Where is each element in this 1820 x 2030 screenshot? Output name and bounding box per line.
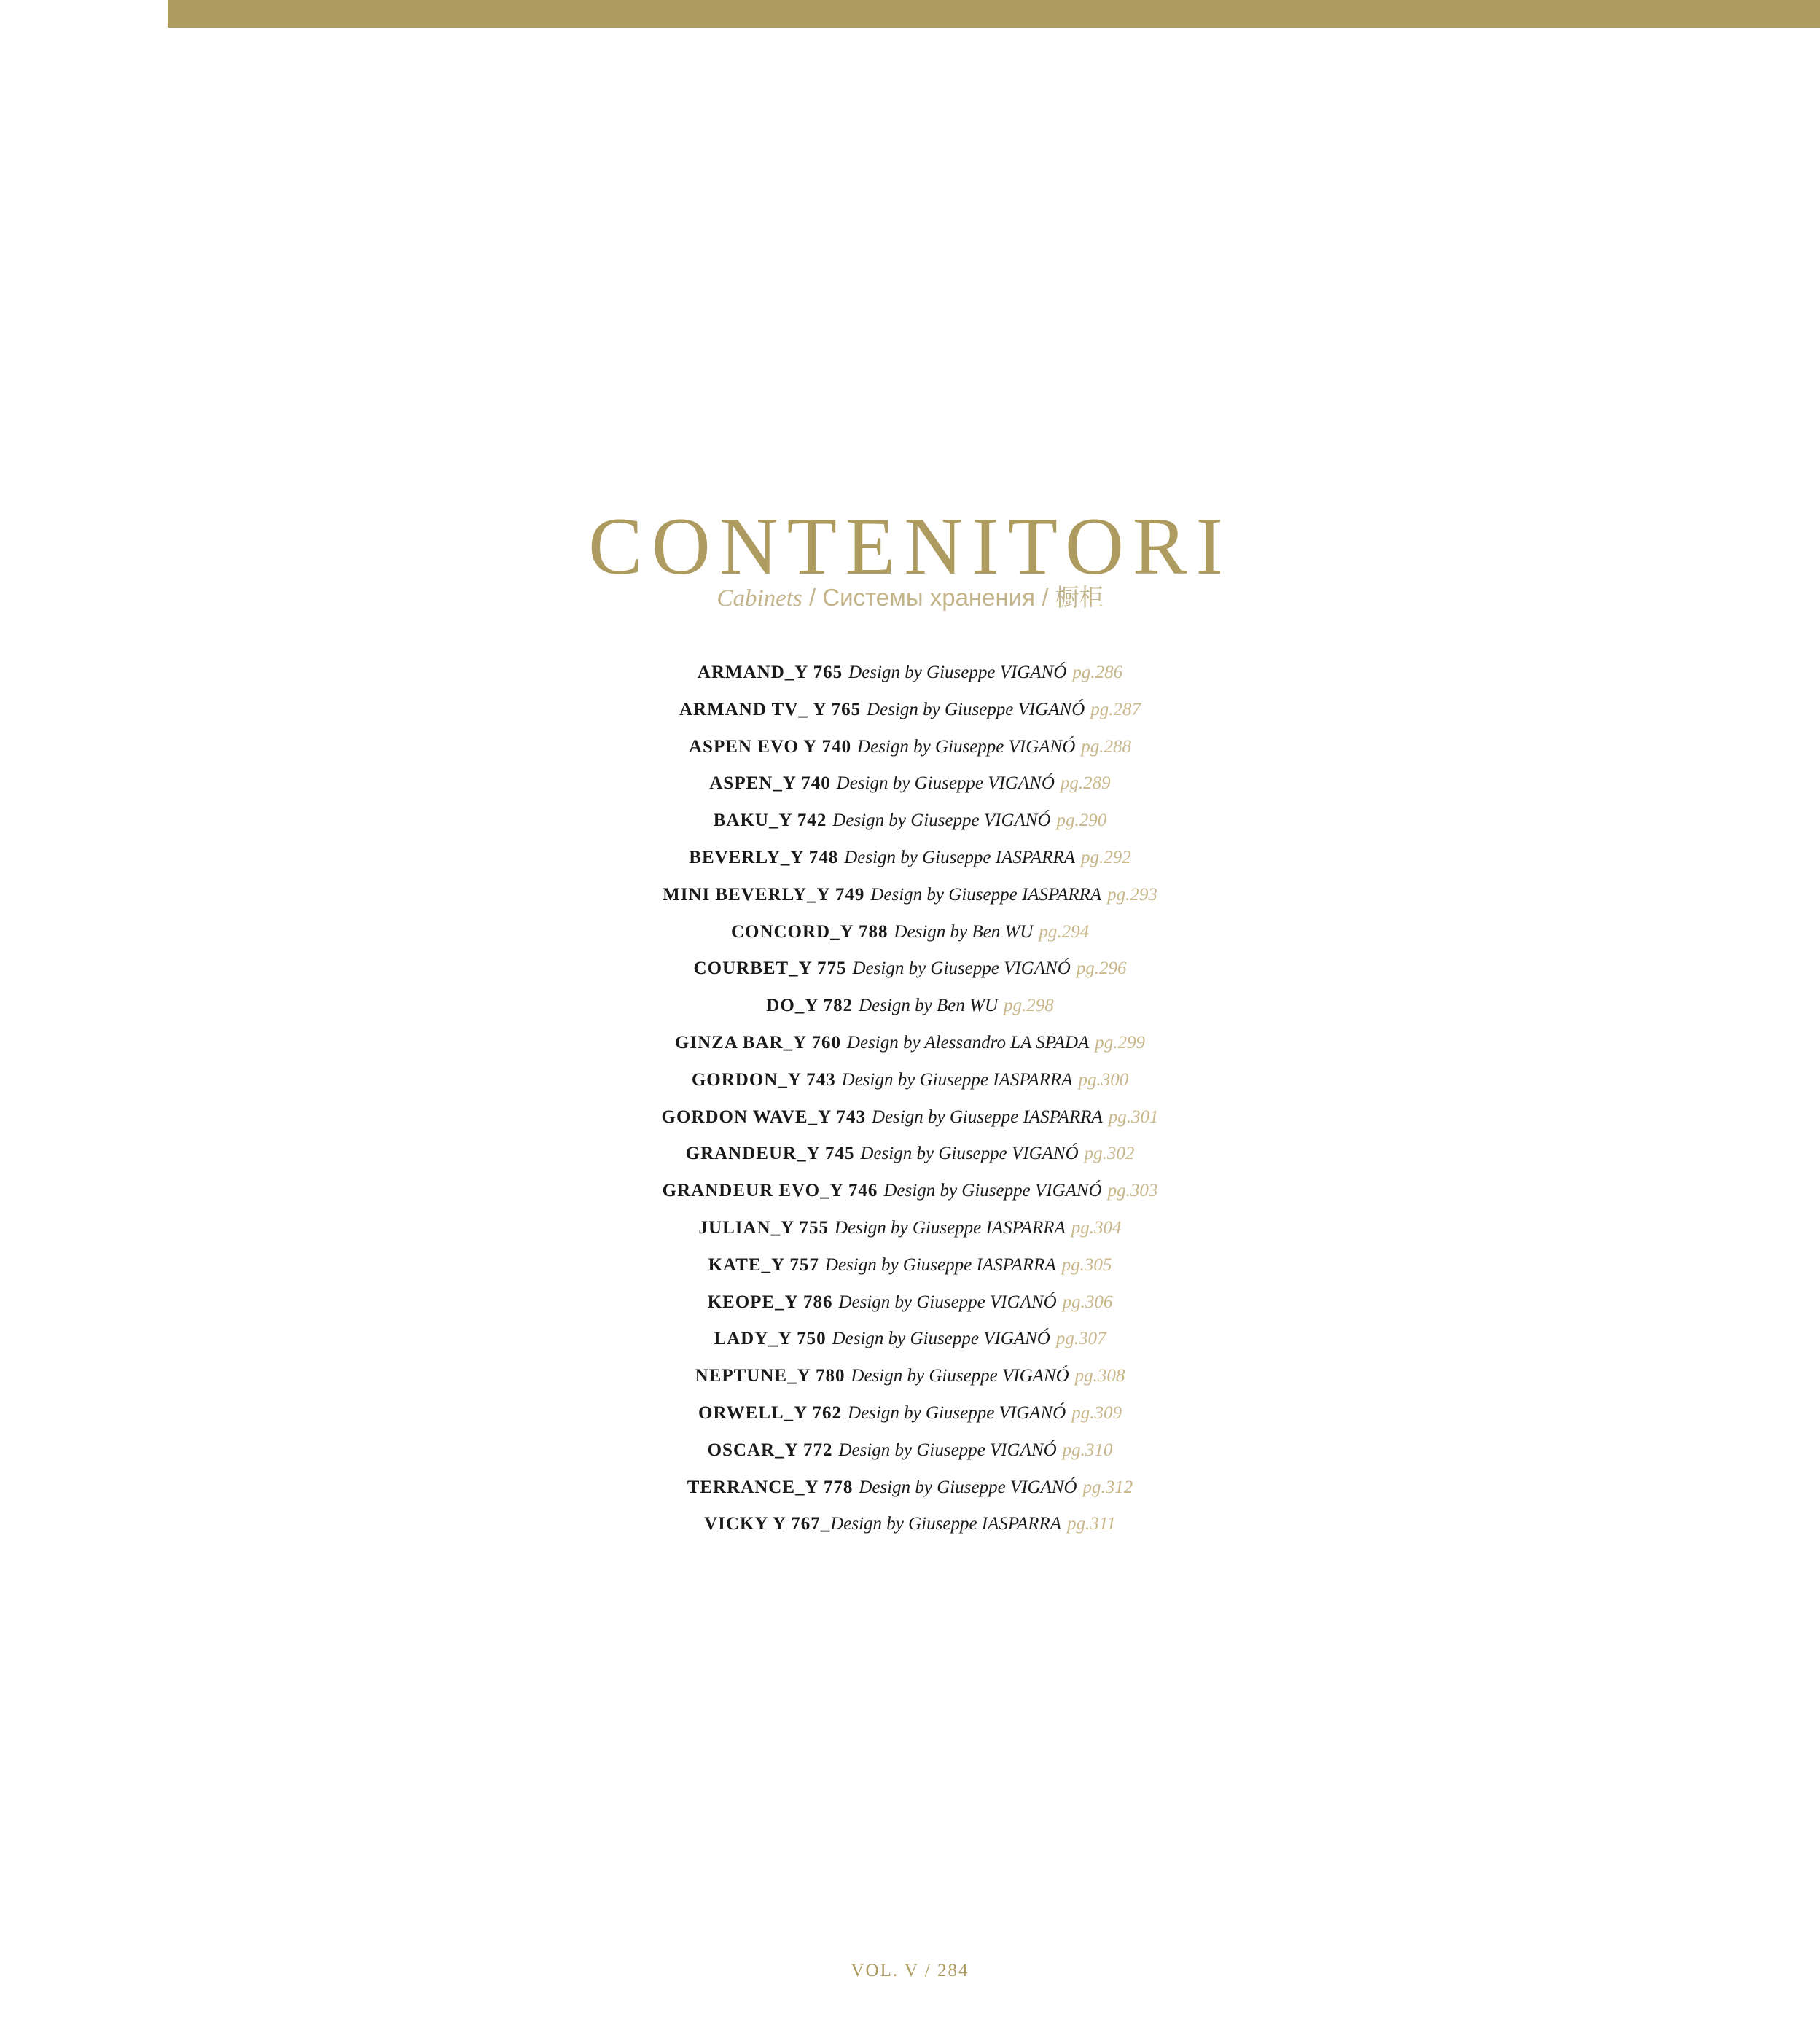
page-reference[interactable]: pg.301: [1108, 1106, 1159, 1127]
page-reference[interactable]: pg.287: [1090, 699, 1141, 719]
list-item[interactable]: [0, 802, 1820, 839]
list-item[interactable]: [0, 1135, 1820, 1172]
page-reference[interactable]: pg.286: [1072, 663, 1123, 682]
product-designer: Design by Giuseppe VIGANÓ: [838, 1292, 1057, 1312]
page-reference[interactable]: pg.298: [1003, 996, 1054, 1016]
product-designer: Design by Giuseppe VIGANÓ: [848, 1402, 1066, 1423]
product-designer: Design by Giuseppe VIGANÓ: [836, 773, 1055, 794]
list-item[interactable]: [0, 1469, 1820, 1506]
product-designer: Design by Giuseppe IASPARRA: [844, 847, 1076, 867]
subtitle-english: Cabinets: [716, 585, 802, 612]
page-reference[interactable]: pg.294: [1039, 921, 1090, 942]
product-name: CONCORD_Y 788: [730, 921, 888, 942]
product-designer: Design by Giuseppe IASPARRA: [870, 884, 1102, 905]
page-reference[interactable]: pg.288: [1081, 736, 1131, 757]
product-name: GINZA BAR_Y 760: [674, 1032, 841, 1053]
list-item[interactable]: [0, 691, 1820, 728]
product-name: KATE_Y 757: [708, 1254, 819, 1275]
product-name: MINI BEVERLY_Y 749: [663, 884, 865, 905]
list-item[interactable]: [0, 1394, 1820, 1432]
section-subtitle: [0, 582, 1820, 614]
product-name: JULIAN_Y 755: [698, 1217, 829, 1238]
product-name: ASPEN EVO Y 740: [689, 736, 852, 757]
list-item[interactable]: [0, 913, 1820, 950]
product-designer: Design by Giuseppe VIGANÓ: [832, 811, 1051, 831]
list-item[interactable]: [0, 765, 1820, 802]
list-item[interactable]: [0, 1246, 1820, 1284]
list-item[interactable]: [0, 654, 1820, 691]
page-reference[interactable]: pg.289: [1060, 773, 1111, 794]
page-reference[interactable]: pg.296: [1076, 959, 1127, 979]
product-designer: Design by Alessandro LA SPADA: [846, 1032, 1090, 1053]
product-designer: Design by Giuseppe VIGANÓ: [851, 1366, 1069, 1386]
product-designer: Design by Giuseppe VIGANÓ: [848, 663, 1067, 682]
product-designer: Design by Giuseppe VIGANÓ: [832, 1329, 1050, 1349]
page-reference[interactable]: pg.307: [1055, 1329, 1106, 1349]
subtitle-translations: / Системы хранения / 橱柜: [802, 584, 1104, 611]
product-designer: Design by Giuseppe VIGANÓ: [883, 1181, 1102, 1201]
list-item[interactable]: [0, 1320, 1820, 1357]
product-designer: Design by Giuseppe VIGANÓ: [838, 1440, 1057, 1460]
list-item[interactable]: [0, 1432, 1820, 1469]
product-designer: Design by Giuseppe IASPARRA: [824, 1254, 1056, 1275]
product-designer: Design by Giuseppe VIGANÓ: [867, 699, 1085, 719]
list-item[interactable]: [0, 1505, 1820, 1542]
page-footer-volume: VOL. V / 284: [851, 1961, 969, 1980]
product-name: NEPTUNE_Y 780: [695, 1366, 845, 1386]
list-item[interactable]: [0, 728, 1820, 765]
product-name: LADY_Y 750: [714, 1329, 827, 1349]
product-name: COURBET_Y 775: [693, 959, 847, 979]
product-name: OSCAR_Y 772: [707, 1440, 833, 1460]
product-designer: Design by Giuseppe VIGANÓ: [859, 1477, 1077, 1497]
product-name: ASPEN_Y 740: [709, 773, 831, 794]
product-name: KEOPE_Y 786: [707, 1292, 833, 1312]
page-reference[interactable]: pg.312: [1082, 1477, 1133, 1497]
product-designer: Design by Giuseppe IASPARRA: [834, 1217, 1066, 1238]
page-reference[interactable]: pg.292: [1080, 847, 1131, 867]
product-name: ARMAND_Y 765: [697, 663, 843, 682]
product-name: GORDON_Y 743: [691, 1069, 836, 1090]
product-name: ORWELL_Y 762: [698, 1402, 843, 1423]
page-reference[interactable]: pg.311: [1066, 1514, 1116, 1534]
section-title: CONTENITORI: [588, 501, 1232, 592]
list-item[interactable]: [0, 876, 1820, 913]
list-item[interactable]: [0, 1061, 1820, 1098]
product-name: ARMAND TV_ Y 765: [679, 699, 862, 719]
product-name: BAKU_Y 742: [713, 811, 827, 831]
page-reference[interactable]: pg.305: [1061, 1254, 1112, 1275]
list-item[interactable]: [0, 987, 1820, 1024]
product-name: GORDON WAVE_Y 743: [661, 1106, 866, 1127]
product-name: VICKY Y 767_: [704, 1514, 831, 1534]
product-name: BEVERLY_Y 748: [689, 847, 839, 867]
product-designer: Design by Ben WU: [894, 921, 1034, 942]
list-item[interactable]: [0, 950, 1820, 987]
page-reference[interactable]: pg.302: [1084, 1144, 1135, 1164]
product-designer: Design by Giuseppe IASPARRA: [841, 1069, 1073, 1090]
page-reference[interactable]: pg.306: [1062, 1292, 1113, 1312]
page-reference[interactable]: pg.303: [1107, 1181, 1158, 1201]
product-designer: Design by Giuseppe VIGANÓ: [860, 1144, 1079, 1164]
product-designer: Design by Ben WU: [859, 996, 999, 1016]
list-item[interactable]: [0, 1209, 1820, 1246]
product-designer: Design by Giuseppe VIGANÓ: [857, 736, 1076, 757]
page-reference[interactable]: pg.290: [1056, 811, 1107, 831]
top-accent-bar: [168, 0, 1820, 28]
page-reference[interactable]: pg.293: [1107, 884, 1157, 905]
product-name: GRANDEUR EVO_Y 746: [662, 1181, 878, 1201]
page-reference[interactable]: pg.299: [1095, 1032, 1146, 1053]
list-item[interactable]: [0, 1024, 1820, 1061]
list-item[interactable]: [0, 1098, 1820, 1136]
product-designer: Design by Giuseppe VIGANÓ: [852, 959, 1071, 979]
page-reference[interactable]: pg.310: [1062, 1440, 1113, 1460]
page-reference[interactable]: pg.309: [1071, 1402, 1122, 1423]
list-item[interactable]: [0, 839, 1820, 876]
page-reference[interactable]: pg.308: [1074, 1366, 1125, 1386]
product-index-list: [0, 654, 1820, 1542]
list-item[interactable]: [0, 1357, 1820, 1394]
page-reference[interactable]: pg.304: [1071, 1217, 1122, 1238]
product-name: GRANDEUR_Y 745: [685, 1144, 855, 1164]
page-reference[interactable]: pg.300: [1078, 1069, 1129, 1090]
product-designer: Design by Giuseppe IASPARRA: [871, 1106, 1103, 1127]
product-name: DO_Y 782: [766, 996, 854, 1016]
product-designer: Design by Giuseppe IASPARRA: [830, 1514, 1062, 1534]
list-item[interactable]: [0, 1284, 1820, 1321]
list-item[interactable]: [0, 1172, 1820, 1209]
product-name: TERRANCE_Y 778: [687, 1477, 854, 1497]
